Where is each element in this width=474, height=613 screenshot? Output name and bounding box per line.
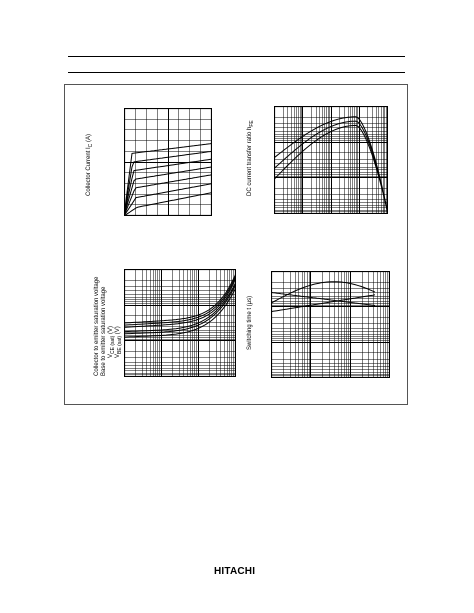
hitachi-logo: HITACHI [214,566,256,577]
switching-time-ylabel: Switching time t (μs) [247,295,253,350]
switching-time-chart [271,271,390,378]
vbe-sat-curve [124,276,236,326]
dc-current-ratio-ylabel: DC current transfer ratio $h_{FE}$ [247,120,256,196]
plot-border [272,272,390,378]
saturation-voltage-chart [124,269,236,377]
vbe-sat-curve [124,278,236,328]
saturation-ylabel-line1: Collector to emitter saturation voltage [94,276,100,376]
header-rule-bottom [68,72,405,73]
saturation-ylabel-line4: $V_{BE (sat)}$ (V) [115,326,124,358]
saturation-ylabel-line3: $V_{CE (sat)}$ (V) [108,325,117,358]
dc-current-transfer-ratio-chart [274,106,388,214]
collector-current-chart [124,108,212,216]
saturation-ylabel-line2: Base to emitter saturation voltage [101,286,107,376]
header-rule-top [68,56,405,57]
collector-current-ylabel: Collector Current $I_C$ (A) [86,134,95,196]
vce-sat-curve [124,287,236,337]
